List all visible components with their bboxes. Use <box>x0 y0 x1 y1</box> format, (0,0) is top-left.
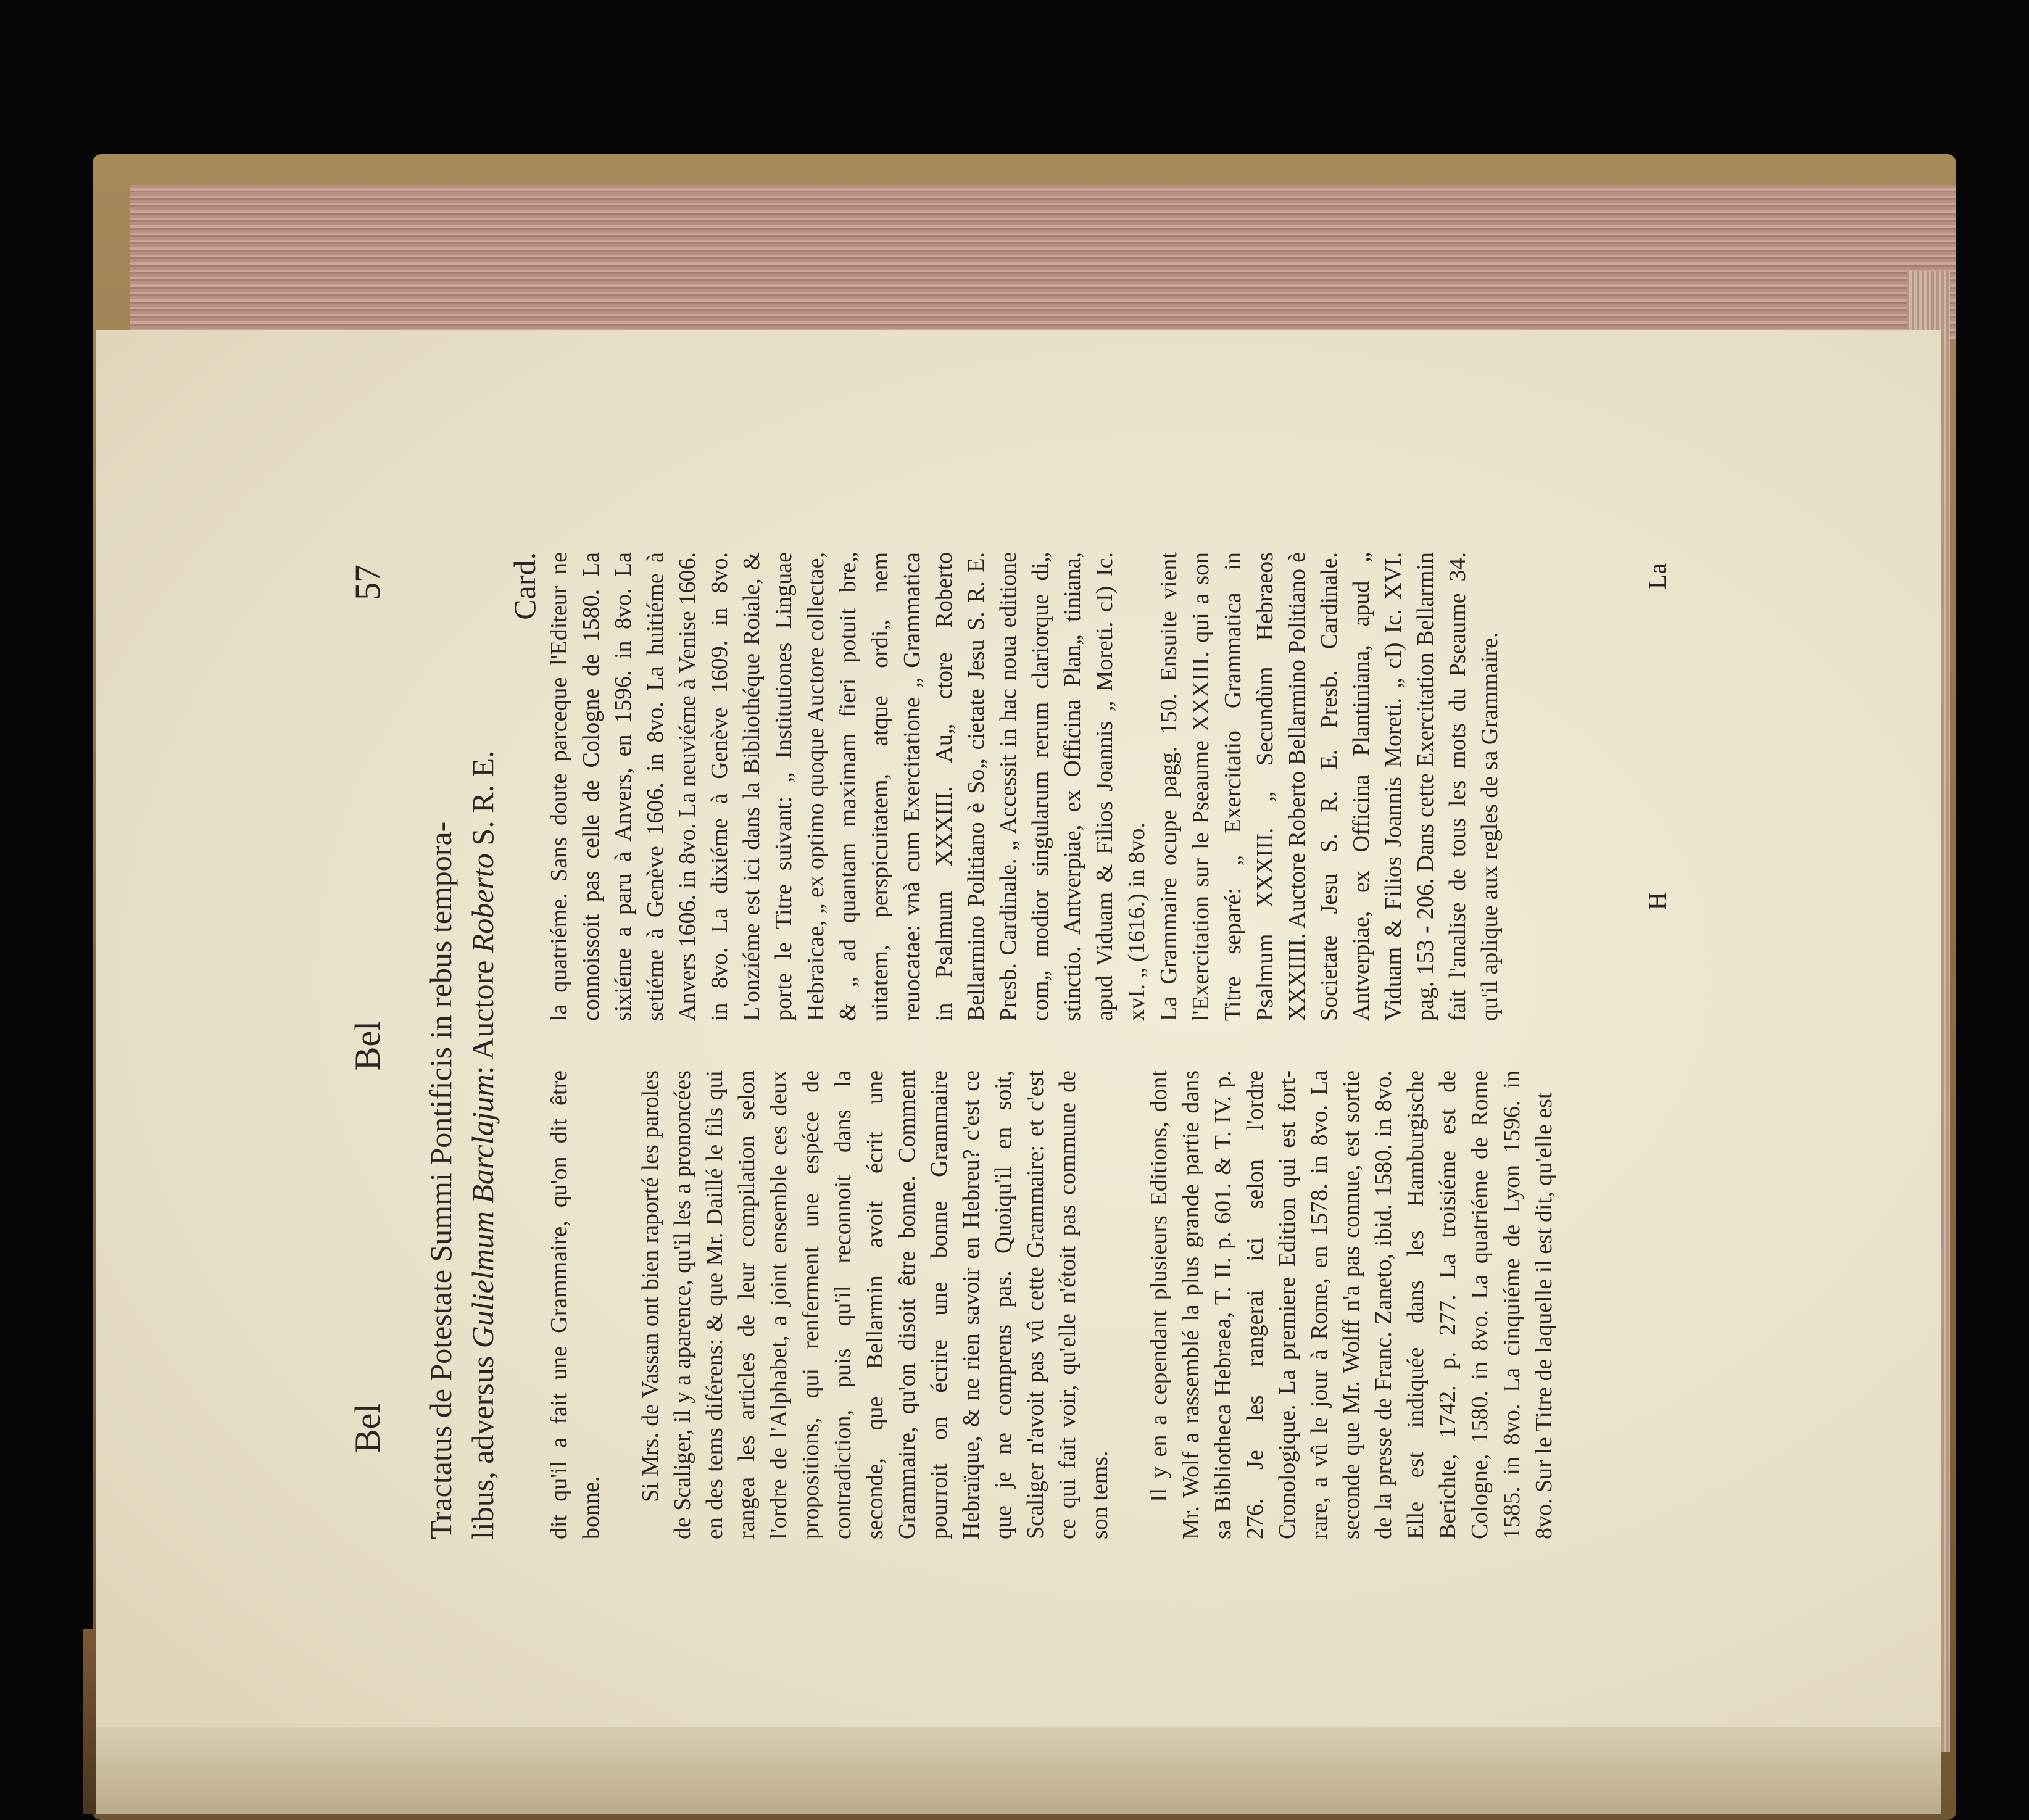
signature-mark: H <box>1643 892 1671 910</box>
left-paragraph-3: Il y en a cependant plusieurs Editions, dont Mr. Wolf a rassemblé la plus grande partie dans sa Bibliotheca Hebraea, T. II. p. 601. & T. IV. p. 276. Je les rangerai ici selon l'ordre Cronologique. La premiere Edition qui est fort-rare, a vû le jour à Rome, en 1578. in 8vo. La seconde que Mr. Wolff n'a pas connue, est sortie de la presse de Franc. Zaneto, ibid. 1580. in 8vo. Elle est indiquée dans les Hamburgische Berichte, 1742. p. 277. La troisiéme est de Cologne, 1580. in 8vo. La quatriéme de Rome 1585. in 8vo. La cinquiéme de Lyon 1596. in 8vo. Sur le Titre de laquelle il est dit, qu'elle est <box>1146 1070 1557 1539</box>
page-edges-top <box>130 185 1956 339</box>
printed-page <box>347 552 1685 1539</box>
title-line-2a: libus, adversus <box>465 1348 500 1539</box>
left-paragraph-2: Si Mrs. de Vassan ont bien raporté les paroles de Scaliger, il y a aparence, qu'il les a prononcées en des tems diférens: & que Mr. Daillé le fils qui rangea les articles de leur compilation selon l'ordre de l'Alphabet, a joint ensemble ces deux propositions, qui renferment une espéce de contradiction, puis qu'il reconnoit dans la seconde, que Bellarmin avoit écrit une Grammaire, qu'on disoit être bonne. Comment pourroit on écrire une bonne Grammaire Hebraïque, & ne rien savoir en Hebreu? c'est ce que je ne comprens pas. Quoiqu'il en soit, Scaliger n'avoit pas vû cette Grammaire: et c'est ce qui fait voir, qu'elle n'étoit pas commune de son tems. <box>637 1070 1113 1539</box>
title-roberto: Roberto <box>465 853 500 953</box>
title-line-3: Card. <box>507 552 542 620</box>
title-author-name: Gulielmum Barclajum <box>465 1074 500 1349</box>
entry-title <box>420 552 546 1539</box>
left-column <box>543 1070 1560 1539</box>
header-center: Bel <box>347 1020 388 1071</box>
page-number: 57 <box>347 565 388 600</box>
right-paragraph-2: La Grammaire ocupe pagg. 150. Ensuite vient l'Exercitation sur le Pseaume XXXIII. qui a son Titre separé: „ Exercitatio Grammatica in Psalmum XXXIII. „ Secundùm Hebraeos XXXIIII. Auctore Roberto Bellarmino Politiano è Societate Jesu S. R. E. Presb. Cardinale. Antverpiae, ex Officina Plantiniana, apud „ Viduam & Filios Joannis Moreti. „ cI) Ic. XVI. pag. 153 - 206. Dans cette Exercitation Bellarmin fait l'analise de tous les mots du Pseaume 34. qu'il aplique aux regles de sa Grammaire. <box>1156 552 1503 1021</box>
title-line-2e: S. R. E. <box>465 750 500 854</box>
title-line-2c: : Auctore <box>465 953 500 1075</box>
header-left: Bel <box>347 1403 388 1453</box>
left-paragraph-1: dit qu'il a fait une Grammaire, qu'on dit être bonne. <box>546 1070 604 1539</box>
right-column <box>543 552 1506 1021</box>
right-paragraph-1: la quatriéme. Sans doute parceque l'Editeur ne connoissoit pas celle de Cologne de 1580. La sixiéme a paru à Anvers, en 1596. in 8vo. La setiéme à Genève 1606. in 8vo. La huitiéme à Anvers 1606. in 8vo. La neuviéme à Venise 1606. in 8vo. La dixiéme à Genève 1609. in 8vo. L'onziéme est ici dans la Bibliothéque Roiale, & porte le Titre suivant: „ Institutiones Linguae Hebraicae, „ ex optimo quoque Auctore collectae, & „ ad quantam maximam fieri potuit bre„ uitatem, perspicuitatem, atque ordi„ nem reuocatae: vnà cum Exercitatione „ Grammatica in Psalmum XXXIII. Au„ ctore Roberto Bellarmino Politiano è So„ cietate Jesu S. R. E. Presb. Cardinale. „ Accessit in hac noua editione com„ modior singularum rerum clariorque di„ stinctio. Antverpiae, ex Officina Plan„ tiniana, apud Viduam & Filios Joannis „ Moreti. cI) Ic. xvI. „ (1616.) in 8vo. <box>546 552 1150 1021</box>
running-header <box>347 552 395 1539</box>
catchword: La <box>1643 563 1671 589</box>
title-line-1: Tractatus de Potestate Summi Pontificis in rebus tempora- <box>423 821 458 1539</box>
page-gutter <box>96 1727 1941 1814</box>
